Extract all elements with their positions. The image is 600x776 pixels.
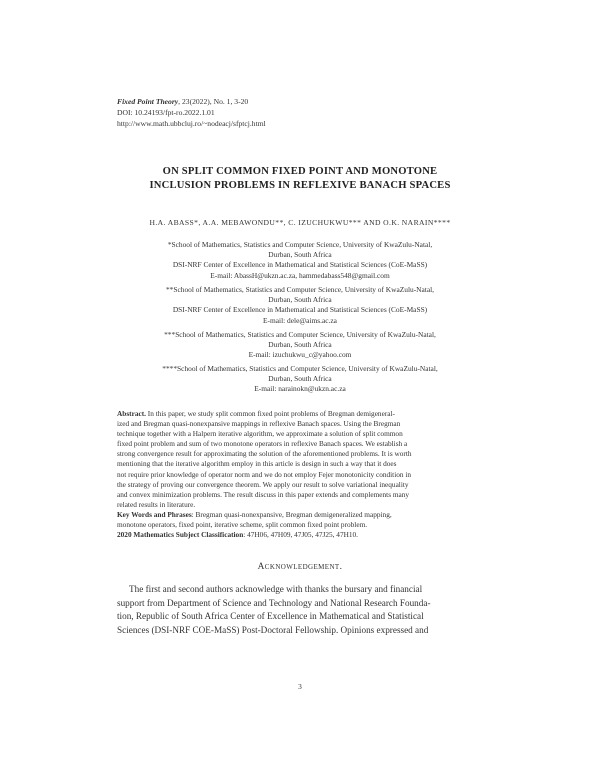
abstract-line: mentioning that the iterative algorithm employ in this article is design in such a way that it does <box>117 459 397 469</box>
affiliation-line: *School of Mathematics, Statistics and Computer Science, University of KwaZulu-Natal, <box>167 240 433 249</box>
page-number: 3 <box>298 682 302 691</box>
journal-volume: , 23(2022), No. 1, 3-20 <box>178 97 249 106</box>
msc-codes: : 47H06, 47H09, 47J05, 47J25, 47H10. <box>243 530 358 540</box>
paper-title <box>100 165 500 193</box>
ack-line: Sciences (DSI-NRF COE-MaSS) Post-Doctoral Fellowship. Opinions expressed and <box>117 624 429 635</box>
abstract-line: strong convergence result for approximating the solution of the aforementioned problems. It is worth <box>117 449 412 459</box>
ack-line: The first and second authors acknowledge with thanks the bursary and financial <box>129 584 423 594</box>
abstract-line: fixed point problem and sum of two monotone operators in reflexive Banach spaces. We establish a <box>117 439 408 449</box>
abstract-line: technique together with a Halpern iterative algorithm, we approximate a solution of split common <box>117 429 403 439</box>
abstract-line: the strategy of proving our convergence theorem. We apply our result to solve variational inequality <box>117 479 409 489</box>
affiliation-line: Durban, South Africa <box>268 340 332 350</box>
title-line-1: ON SPLIT COMMON FIXED POINT AND MONOTONE <box>162 166 438 177</box>
author-list: H.A. ABASS*, A.A. MEBAWONDU**, C. IZUCHUKWU*** AND O.K. NARAIN**** <box>149 218 451 227</box>
acknowledgement-body <box>117 583 485 637</box>
journal-doi: DOI: 10.24193/fpt-ro.2022.1.01 <box>117 108 215 117</box>
journal-citation <box>117 96 266 107</box>
affiliation-line: ****School of Mathematics, Statistics and Computer Science, University of KwaZulu-Natal, <box>162 364 438 373</box>
affiliation-line: Durban, South Africa <box>268 295 332 305</box>
abstract-text: In this paper, we study split common fixed point problems of Bregman demigeneral- <box>145 409 395 418</box>
affiliation-line: Durban, South Africa <box>268 250 332 260</box>
ack-line: tion, Republic of South Africa Center of Excellence in Mathematical and Statistical <box>117 611 424 622</box>
affiliation-email: E-mail: narainokn@ukzn.ac.za <box>254 384 346 394</box>
abstract-line: ized and Bregman quasi-nonexpansive mappings in reflexive Banach spaces. Using the Bregman <box>117 419 401 429</box>
affiliation-3 <box>100 330 500 361</box>
abstract-line: related results in literature. <box>117 499 196 509</box>
keywords-line: monotone operators, fixed point, iterative scheme, split common fixed point problem. <box>117 520 368 530</box>
abstract-line: not require prior knowledge of operator norm and we do not employ Fejer monotonicity condition in <box>117 469 412 479</box>
keywords-label: Key Words and Phrases <box>117 509 192 519</box>
affiliation-line: **School of Mathematics, Statistics and Computer Science, University of KwaZulu-Natal, <box>165 285 435 294</box>
affiliation-4 <box>100 364 500 395</box>
msc-line <box>117 530 483 540</box>
keywords-text: : Bregman quasi-nonexpansive, Bregman demigeneralized mapping, <box>191 509 392 519</box>
msc-label: 2020 Mathematics Subject Classification <box>117 530 244 540</box>
title-line-2: INCLUSION PROBLEMS IN REFLEXIVE BANACH SPACES <box>149 180 451 191</box>
abstract-line <box>117 409 483 419</box>
affiliation-2 <box>100 285 500 326</box>
affiliation-line: DSI-NRF Center of Excellence in Mathematical and Statistical Sciences (CoE-MaSS) <box>172 305 428 315</box>
affiliation-line: ***School of Mathematics, Statistics and Computer Science, University of KwaZulu-Natal, <box>164 330 436 339</box>
affiliation-email: E-mail: izuchukwu_c@yahoo.com <box>248 350 352 360</box>
journal-url[interactable]: http://www.math.ubbcluj.ro/~nodeacj/sfptcj.html <box>117 119 266 128</box>
affiliation-line: DSI-NRF Center of Excellence in Mathematical and Statistical Sciences (CoE-MaSS) <box>172 260 428 270</box>
ack-line: support from Department of Science and Technology and National Research Founda- <box>117 597 431 608</box>
journal-name: Fixed Point Theory <box>117 97 179 106</box>
abstract-line: and convex minimization problems. The result discuss in this paper extends and complements many <box>117 489 410 499</box>
affiliation-email: E-mail: AbassH@ukzn.ac.za, hammedabass548@gmail.com <box>210 270 390 280</box>
keywords-line <box>117 510 483 520</box>
affiliation-line: Durban, South Africa <box>268 374 332 384</box>
affiliation-1 <box>100 240 500 281</box>
abstract-label: Abstract. <box>117 409 146 418</box>
acknowledgement-heading: Acknowledgement. <box>257 562 343 572</box>
abstract-block <box>117 409 483 540</box>
affiliation-email: E-mail: dele@aims.ac.za <box>263 315 337 325</box>
journal-header <box>117 96 266 129</box>
